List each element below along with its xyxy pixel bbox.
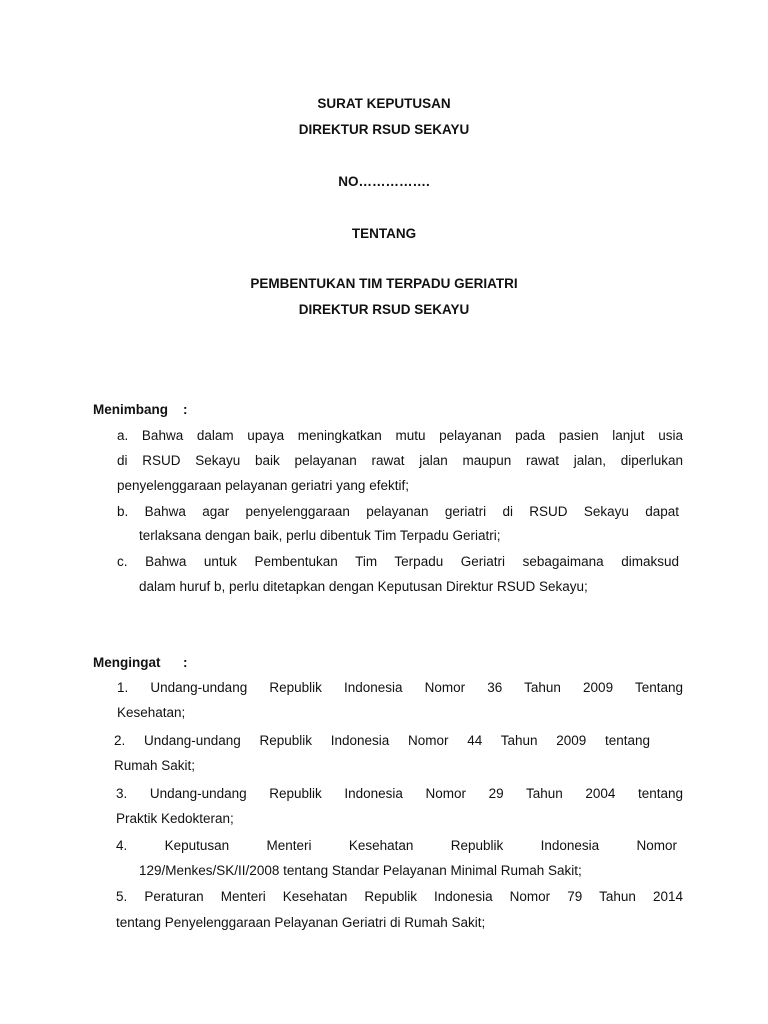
mengingat-5-line-2: tentang Penyelenggaraan Pelayanan Geriatri di Rumah Sakit; [116, 915, 486, 930]
menimbang-a-line-2: di RSUD Sekayu baik pelayanan rawat jalan maupun rawat jalan, diperlukan [117, 453, 683, 468]
menimbang-a-line-1: a. Bahwa dalam upaya meningkatkan mutu pelayanan pada pasien lanjut usia [117, 428, 683, 443]
mengingat-4-line-1: 4. Keputusan Menteri Kesehatan Republik Indonesia Nomor [116, 838, 677, 853]
mengingat-2-line-1: 2. Undang-undang Republik Indonesia Nomor 44 Tahun 2009 tentang [114, 733, 650, 748]
mengingat-3-line-1: 3. Undang-undang Republik Indonesia Nomor 29 Tahun 2004 tentang [116, 786, 683, 801]
menimbang-b-line-2: terlaksana dengan baik, perlu dibentuk Tim Terpadu Geriatri; [139, 528, 501, 543]
menimbang-c-line-1: c. Bahwa untuk Pembentukan Tim Terpadu Geriatri sebagaimana dimaksud [117, 554, 679, 569]
decree-number: NO……………. [338, 174, 430, 189]
mengingat-2-line-2: Rumah Sakit; [114, 758, 196, 773]
menimbang-a-line-3: penyelenggaraan pelayanan geriatri yang efektif; [117, 478, 409, 493]
title-line-2: DIREKTUR RSUD SEKAYU [298, 122, 470, 137]
subject-line-2: DIREKTUR RSUD SEKAYU [298, 302, 470, 317]
about-heading: TENTANG [351, 226, 417, 241]
mengingat-4-line-2: 129/Menkes/SK/II/2008 tentang Standar Pelayanan Minimal Rumah Sakit; [139, 863, 582, 878]
menimbang-b-line-1: b. Bahwa agar penyelenggaraan pelayanan geriatri di RSUD Sekayu dapat [117, 504, 679, 519]
mengingat-5-line-1: 5. Peraturan Menteri Kesehatan Republik Indonesia Nomor 79 Tahun 2014 [116, 889, 683, 904]
subject-line-1: PEMBENTUKAN TIM TERPADU GERIATRI [250, 276, 518, 291]
title-line-1: SURAT KEPUTUSAN [317, 96, 451, 111]
mengingat-3-line-2: Praktik Kedokteran; [116, 811, 234, 826]
mengingat-1-line-2: Kesehatan; [117, 705, 186, 720]
mengingat-label: Mengingat : [93, 655, 188, 670]
mengingat-1-line-1: 1. Undang-undang Republik Indonesia Nomor 36 Tahun 2009 Tentang [117, 680, 683, 695]
menimbang-label: Menimbang : [93, 402, 188, 417]
menimbang-c-line-2: dalam huruf b, perlu ditetapkan dengan Keputusan Direktur RSUD Sekayu; [139, 579, 588, 594]
